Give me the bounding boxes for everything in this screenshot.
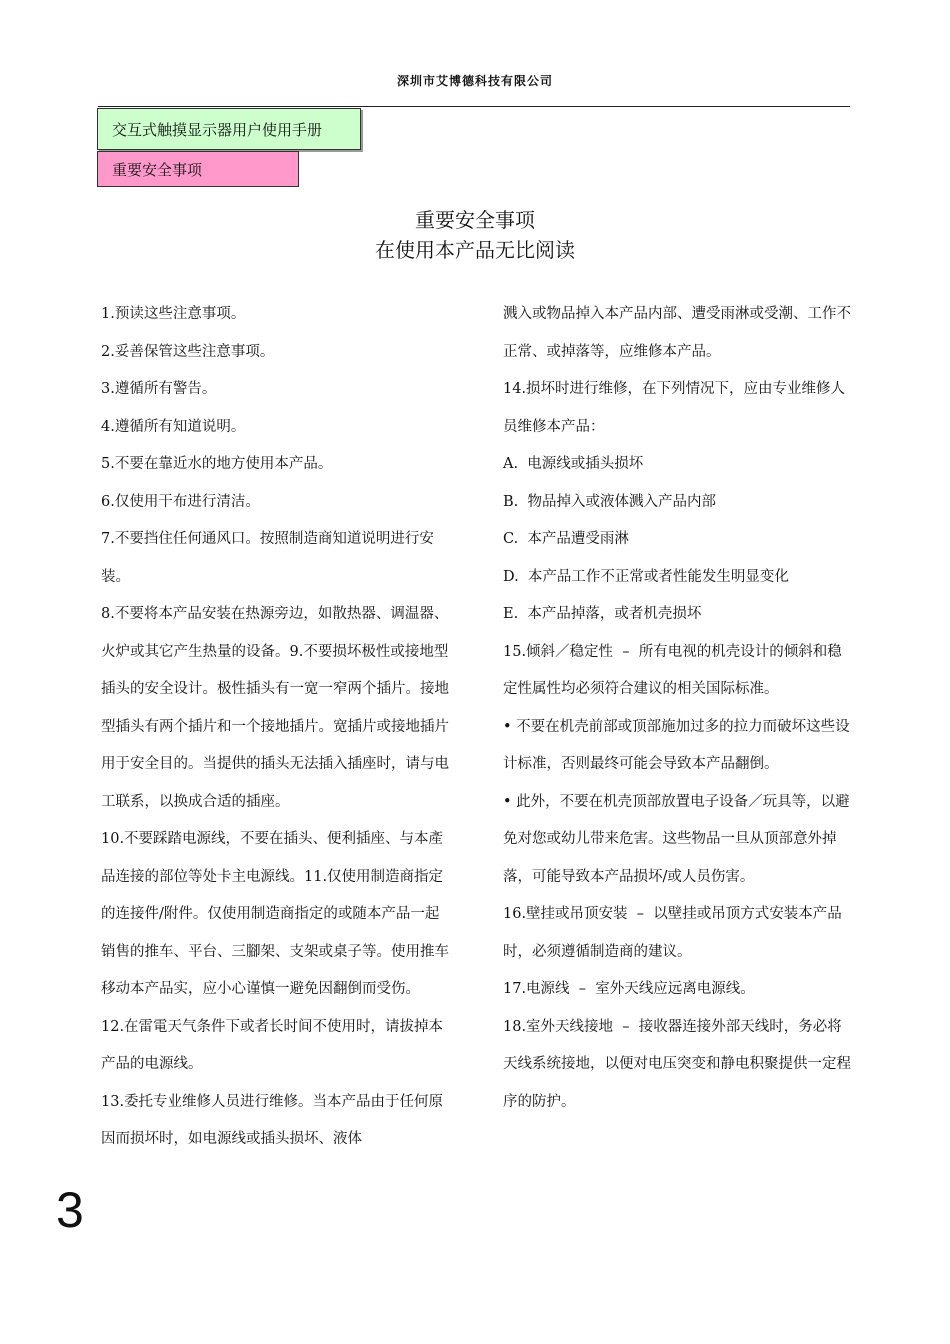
list-item: 18.室外天线接地 – 接收器连接外部天线时，务必将天线系统接地，以便对电压突变和静电积聚提供一定程序的防护。 — [503, 1018, 851, 1110]
list-item: 5.不要在靠近水的地方使用本产品。 — [101, 456, 333, 472]
left-column — [101, 296, 451, 1159]
list-item: 2.妥善保管这些注意事项。 — [101, 343, 275, 360]
list-item: 7.不要挡住任何通风口。按照制造商知道说明进行安装。 — [101, 531, 434, 585]
list-item: 12.在雷電天气条件下或者长时间不使用时，请拔掉本产品的电源线。 — [101, 1018, 444, 1072]
list-item: 4.遵循所有知道说明。 — [101, 418, 246, 435]
list-item: B. 物品掉入或液体溅入产品内部 — [503, 493, 716, 510]
list-item: 8.不要将本产品安装在热源旁边，如散热器、调温器、火炉或其它产生热量的设备。9.不要损坏极性或接地型插头的安全设计。极性插头有一宽一窄两个插片。接地型插头有两个插片和一个接地插片。宽插片或接地插片用于安全目的。当提供的插头无法插入插座时，请与电工联系，以换成合适的插座。 — [101, 606, 449, 810]
header-divider — [98, 106, 850, 107]
list-item: 15.倾斜／稳定性 – 所有电视的机壳设计的倾斜和稳定性属性均必须符合建议的相关国际标准。 — [503, 643, 842, 697]
list-item: • 不要在机壳前部或顶部施加过多的拉力而破坏这些设计标准，否则最终可能会导致本产品翻倒。 — [503, 718, 850, 772]
page-title — [0, 205, 950, 265]
list-item: 3.遵循所有警告。 — [101, 381, 217, 397]
list-item: 6.仅使用干布进行清洁。 — [101, 493, 260, 510]
list-item: C. 本产品遭受雨淋 — [503, 531, 629, 547]
list-item: E. 本产品掉落，或者机壳损坏 — [503, 606, 702, 622]
list-item: • 此外，不要在机壳顶部放置电子设备／玩具等，以避免对您或幼儿带来危害。这些物品一旦从顶部意外掉落，可能导致本产品损坏/或人员伤害。 — [503, 793, 850, 885]
list-item: 14.损坏时进行维修，在下列情况下，应由专业维修人员维修本产品： — [503, 381, 846, 435]
company-name: 深圳市艾博德科技有限公司 — [396, 74, 553, 88]
list-item: 13.委托专业维修人员进行维修。当本产品由于任何原因而损坏时，如电源线或插头损坏、液体 — [101, 1093, 444, 1147]
section-label-box: 重要安全事项 — [97, 151, 299, 187]
list-item: 16.壁挂或吊顶安装 – 以壁挂或吊顶方式安装本产品时，必须遵循制造商的建议。 — [503, 906, 842, 960]
list-item: D. 本产品工作不正常或者性能发生明显变化 — [503, 568, 789, 585]
page-number: 3 — [56, 1182, 84, 1238]
list-item: 17.电源线 – 室外天线应远离电源线。 — [503, 981, 755, 997]
list-item: 10.不要踩踏电源线，不要在插头、便利插座、与本產品连接的部位等处卡主电源线。11.仅使用制造商指定的连接件/附件。仅使用制造商指定的或随本产品一起销售的推车、平台、三腳架、支架或桌子等。使用推车移动本产品实，应小心谨慎一避免因翻倒而受伤。 — [101, 831, 449, 997]
title-line-2: 在使用本产品无比阅读 — [375, 238, 575, 262]
right-column — [503, 296, 853, 1121]
list-item: 溅入或物品掉入本产品内部、遭受雨淋或受潮、工作不正常、或掉落等，应维修本产品。 — [503, 306, 851, 360]
manual-title-box: 交互式触摸显示器用户使用手册 — [97, 108, 361, 150]
list-item: 1.预读这些注意事项。 — [101, 306, 246, 322]
title-line-1: 重要安全事项 — [415, 208, 535, 232]
list-item: A. 电源线或插头损坏 — [503, 456, 644, 472]
